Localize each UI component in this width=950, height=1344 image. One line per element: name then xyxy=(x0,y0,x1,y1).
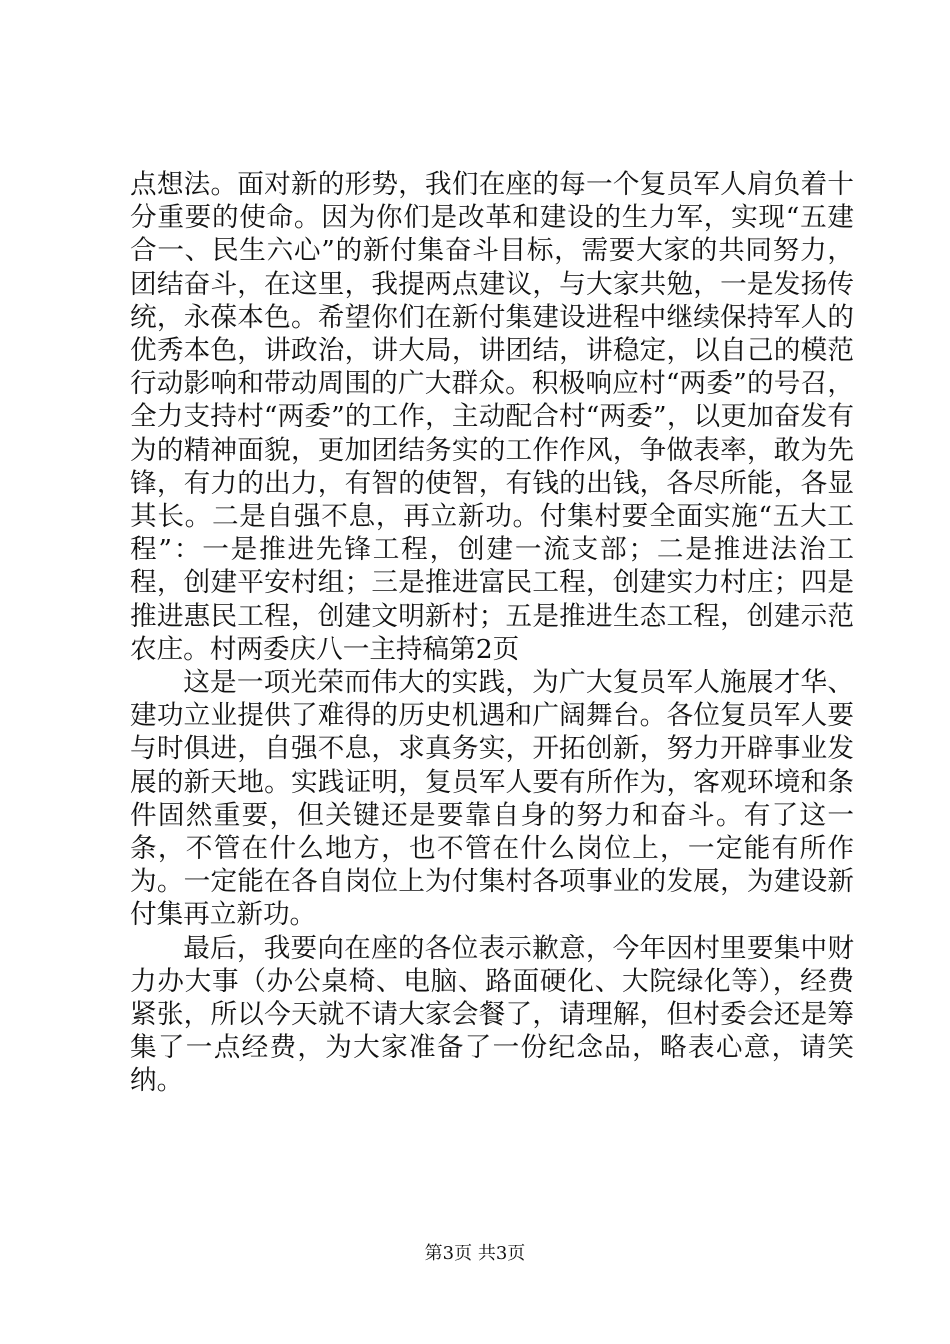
paragraph-continuation: 点想法。面对新的形势，我们在座的每一个复员军人肩负着十分重要的使命。因为你们是改革和建设的生力军，实现“五建合一、民生六心”的新付集奋斗目标，需要大家的共同努力，团结奋斗，在这里，我提两点建议，与大家共勉，一是发扬传统，永葆本色。希望你们在新付集建设进程中继续保持军人的优秀本色，讲政治，讲大局，讲团结，讲稳定，以自己的模范行动影响和带动周围的广大群众。积极响应村“两委”的号召，全力支持村“两委”的工作，主动配合村“两委”，以更加奋发有为的精神面貌，更加团结务实的工作作风，争做表率，敢为先锋，有力的出力，有智的使智，有钱的出钱，各尽所能，各显其长。二是自强不息，再立新功。付集村要全面实施“五大工程”：一是推进先锋工程，创建一流支部；二是推进法治工程，创建平安村组；三是推进富民工程，创建实力村庄；四是推进惠民工程，创建文明新村；五是推进生态工程，创建示范农庄。村两委庆八一主持稿第2页 xyxy=(130,169,854,665)
paragraph-closing: 最后，我要向在座的各位表示歉意，今年因村里要集中财力办大事（办公桌椅、电脑、路面硬化、大院绿化等），经费紧张，所以今天就不请大家会餐了，请理解，但村委会还是筹集了一点经费，为大家准备了一份纪念品，略表心意，请笑纳。 xyxy=(130,932,854,1097)
paragraph-practice: 这是一项光荣而伟大的实践，为广大复员军人施展才华、建功立业提供了难得的历史机遇和广阔舞台。各位复员军人要与时俱进，自强不息，求真务实，开拓创新，努力开辟事业发展的新天地。实践证明，复员军人要有所作为，客观环境和条件固然重要，但关键还是要靠自身的努力和奋斗。有了这一条，不管在什么地方，也不管在什么岗位上，一定能有所作为。一定能在各自岗位上为付集村各项事业的发展，为建设新付集再立新功。 xyxy=(130,667,854,931)
page-footer: 第3页 共3页 xyxy=(424,1243,526,1264)
document-body xyxy=(130,168,854,1098)
